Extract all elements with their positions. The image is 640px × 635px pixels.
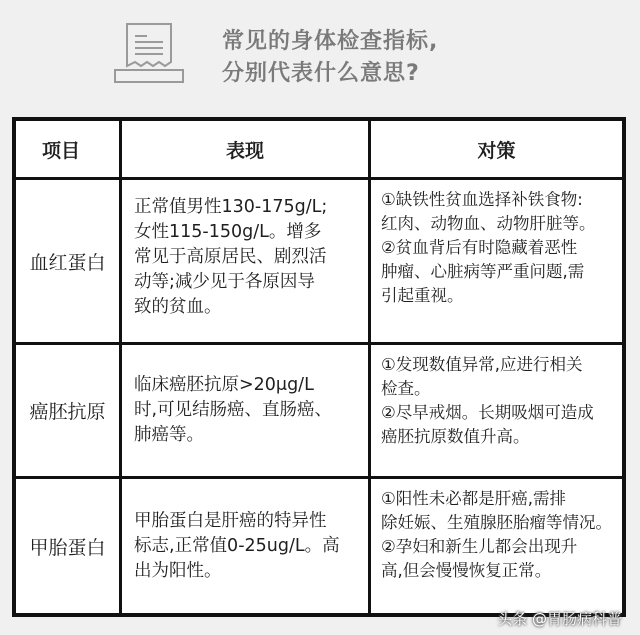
text-line: 时,可见结肠癌、直肠癌、 <box>134 400 333 420</box>
indicator-table <box>12 117 626 617</box>
column-header-item: 项目 <box>16 121 122 177</box>
text-line: 女性115-150g/L。增多 <box>134 222 322 242</box>
text-line: 癌胚抗原数值升高。 <box>381 427 530 446</box>
table-row <box>16 180 622 342</box>
text-line: 动等;减少见于各原因导 <box>134 272 315 292</box>
text-line: 红肉、动物血、动物肝脏等。 <box>381 214 596 233</box>
header <box>0 0 640 100</box>
measures-cell <box>371 479 622 613</box>
text-line: 肺癌等。 <box>134 425 204 445</box>
text-line: ②孕妇和新生儿都会出现升 <box>381 537 578 556</box>
text-line: ①缺铁性贫血选择补铁食物: <box>381 190 583 209</box>
description-cell <box>122 180 371 342</box>
text-line: 引起重视。 <box>381 286 464 305</box>
text-line: ①阳性未必都是肝癌,需排 <box>381 489 567 508</box>
column-header-description: 表现 <box>122 121 371 177</box>
item-cell: 甲胎蛋白 <box>16 479 122 613</box>
description-cell <box>122 479 371 613</box>
table-row <box>16 479 622 613</box>
watermark: 头条 @胃肠病科普 <box>497 610 622 628</box>
measures-cell <box>371 345 622 476</box>
page-title <box>222 26 438 90</box>
table-row <box>16 345 622 476</box>
text-line: ②尽早戒烟。长期吸烟可造成 <box>381 403 594 422</box>
text-line: ①发现数值异常,应进行相关 <box>381 355 583 374</box>
text-line: 标志,正常值0-25ug/L。高 <box>134 536 340 556</box>
text-line: 甲胎蛋白是肝癌的特异性 <box>134 511 327 531</box>
text-line: 临床癌胚抗原>20μg/L <box>134 375 314 395</box>
text-line: 肿瘤、心脏病等严重问题,需 <box>381 262 585 281</box>
text-line: 除妊娠、生殖腺胚胎瘤等情况。 <box>381 513 612 532</box>
document-icon <box>113 22 185 84</box>
title-line-1: 常见的身体检查指标, <box>222 29 439 54</box>
text-line: 致的贫血。 <box>134 297 222 317</box>
text-line: 出为阳性。 <box>134 561 222 581</box>
item-cell: 癌胚抗原 <box>16 345 122 476</box>
title-line-2: 分别代表什么意思? <box>222 61 420 86</box>
column-header-measures: 对策 <box>477 139 516 162</box>
text-line: ②贫血背后有时隐藏着恶性 <box>381 238 578 257</box>
table-header-row <box>16 121 622 177</box>
text-line: 高,但会慢慢恢复正常。 <box>381 561 552 580</box>
description-cell <box>122 345 371 476</box>
text-line: 检查。 <box>381 379 431 398</box>
measures-cell <box>371 180 622 342</box>
text-line: 常见于高原居民、剧烈活 <box>134 247 327 267</box>
text-line: 正常值男性130-175g/L; <box>134 197 328 217</box>
item-cell: 血红蛋白 <box>16 180 122 342</box>
